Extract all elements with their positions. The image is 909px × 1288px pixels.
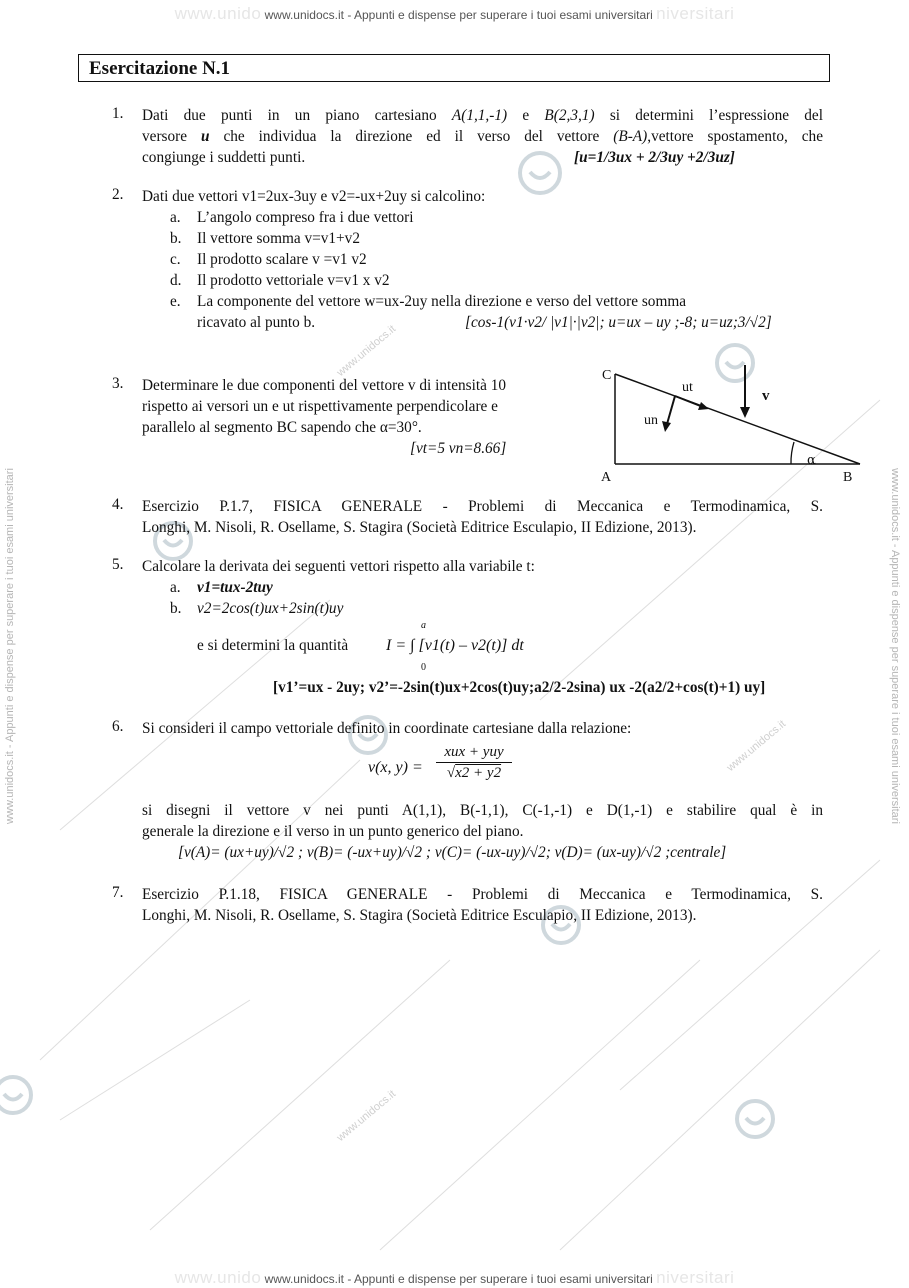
ex4-line1: Esercizio P.1.7, FISICA GENERALE - Problemi di Meccanica e Termodinamica, S. [142, 498, 823, 515]
ex5-item-b: b. [170, 600, 182, 617]
exercise-title-box [78, 54, 830, 82]
watermark-side-left: www.unidocs.it - Appunti e dispense per superare i tuoi esami universitari [4, 468, 16, 824]
watermark-logo-icon [0, 1072, 36, 1118]
label-c: C [602, 368, 612, 383]
ex2-item-d: d. [170, 272, 182, 289]
ex3-line2: rispetto ai versori un e ut rispettivamente perpendicolare e [142, 398, 498, 415]
ex6-formula-lhs: v(x, y) = [368, 759, 423, 776]
label-ut: ut [682, 380, 693, 395]
ex6-number: 6. [112, 718, 124, 735]
angle-arc [791, 442, 794, 464]
ex4-line2: Longhi, M. Nisoli, R. Osellame, S. Stagira (Società Editrice Esculapio, II Edizione, 2013). [142, 519, 697, 536]
ex1-answer: [u=1/3ux + 2/3uy +2/3uz] [574, 149, 735, 166]
watermark-side-right: www.unidocs.it - Appunti e dispense per superare i tuoi esami universitari [889, 468, 901, 824]
ex1-line1: Dati due punti in un piano cartesiano A(1,1,-1) e B(2,3,1) si determini l’espressione del [142, 107, 823, 124]
ex2-item-e-cont: ricavato al punto b. [197, 314, 316, 331]
ex5-item-a-text: v1=tux-2tuy [197, 579, 273, 596]
ex6-denominator: √x2 + y2 [446, 765, 502, 781]
triangle-figure [595, 362, 875, 486]
ex2-answer: [cos-1(v1·v2/ |v1|·|v2|; u=ux – uy ;-8; u=uz;3/√2] [465, 314, 772, 331]
ex7-line1: Esercizio P.1.18, FISICA GENERALE - Problemi di Meccanica e Termodinamica, S. [142, 886, 823, 903]
watermark-header-text: www.unidocs.it - Appunti e dispense per superare i tuoi esami universitari [264, 8, 653, 22]
ex2-intro: Dati due vettori v1=2ux-3uy e v2=-ux+2uy si calcolino: [142, 188, 486, 205]
ex3-line1: Determinare le due componenti del vettore v di intensità 10 [142, 377, 507, 394]
watermark-diagonal-text: www.unidocs.it [334, 323, 399, 379]
ex5-number: 5. [112, 556, 124, 573]
watermark-footer: www.unido www.unidocs.it - Appunti e dispense per superare i tuoi esami universitari niversitari [174, 1268, 735, 1287]
ex5-intro: Calcolare la derivata dei seguenti vettori rispetto alla variabile t: [142, 558, 535, 575]
ex2-item-a: a. [170, 209, 181, 226]
label-a: A [601, 470, 612, 485]
ex2-item-e-text: La componente del vettore w=ux-2uy nella direzione e verso del vettore somma [197, 293, 687, 310]
ut-arrowhead [698, 402, 709, 410]
watermark-logo-icon [732, 1096, 778, 1142]
ex6-formula-fraction [436, 744, 512, 782]
v-arrowhead [740, 407, 750, 418]
ex2-item-d-text: Il prodotto vettoriale v=v1 x v2 [197, 272, 390, 289]
ex2-item-c-text: Il prodotto scalare v =v1 v2 [197, 251, 367, 268]
label-v: v [762, 388, 770, 404]
ex1-line3: congiunge i suddetti punti. [142, 149, 306, 166]
watermark-header: www.unido www.unidocs.it - Appunti e dispense per superare i tuoi esami universitari niversitari [174, 4, 735, 23]
un-arrow [667, 396, 675, 424]
label-b: B [843, 470, 853, 485]
ex6-numerator: xux + yuy [436, 744, 512, 763]
ex2-item-b-text: Il vettore somma v=v1+v2 [197, 230, 360, 247]
ex5-item-b-text: v2=2cos(t)ux+2sin(t)uy [197, 600, 344, 617]
label-un: un [644, 413, 658, 428]
ex3-line3: parallelo al segmento BC sapendo che α=30°. [142, 419, 422, 436]
ex5-quantity-label: e si determini la quantità [197, 637, 349, 654]
ex6-answer: [v(A)= (ux+uy)/√2 ; v(B)= (-ux+uy)/√2 ; v(C)= (-ux-uy)/√2; v(D)= (ux-uy)/√2 ;centrale] [178, 844, 727, 861]
ex7-line2: Longhi, M. Nisoli, R. Osellame, S. Stagira (Società Editrice Esculapio, II Edizione, 2013). [142, 907, 697, 924]
watermark-diagonal-text: www.unidocs.it [724, 718, 789, 774]
ex5-integral-upper-limit: a [421, 620, 426, 631]
watermark-footer-text: www.unidocs.it - Appunti e dispense per superare i tuoi esami universitari [264, 1272, 653, 1286]
ex4-number: 4. [112, 496, 124, 513]
ex5-integral-lower-limit: 0 [421, 662, 426, 673]
watermark-diagonal-text: www.unidocs.it [334, 1088, 399, 1144]
ex7-number: 7. [112, 884, 124, 901]
ex5-integral-formula: I = ∫ [v1(t) – v2(t)] dt [386, 637, 524, 654]
ex2-item-c: c. [170, 251, 181, 268]
ex2-item-a-text: L’angolo compreso fra i due vettori [197, 209, 414, 226]
un-arrowhead [662, 421, 671, 432]
ex2-number: 2. [112, 186, 124, 203]
ex6-line2: generale la direzione e il verso in un punto generico del piano. [142, 823, 524, 840]
page-title: Esercitazione N.1 [89, 58, 231, 79]
ex2-item-e: e. [170, 293, 181, 310]
ut-arrow [675, 396, 703, 407]
ex5-item-a: a. [170, 579, 181, 596]
watermark-logo-icon [515, 148, 565, 198]
ex3-number: 3. [112, 375, 124, 392]
ex6-intro: Si consideri il campo vettoriale definito in coordinate cartesiane dalla relazione: [142, 720, 632, 737]
ex6-line1: si disegni il vettore v nei punti A(1,1), B(-1,1), C(-1,-1) e D(1,-1) e stabilire qual è in [142, 802, 823, 819]
ex5-answer: [v1’=ux - 2uy; v2’=-2sin(t)ux+2cos(t)uy;a2/2-2sina) ux -2(a2/2+cos(t)+1) uy] [273, 679, 766, 696]
ex3-answer: [vt=5 vn=8.66] [410, 440, 507, 457]
ex1-number: 1. [112, 105, 124, 122]
ex2-item-b: b. [170, 230, 182, 247]
ex1-line2: versore u che individua la direzione ed il verso del vettore (B-A),vettore spostamento, che [142, 128, 823, 145]
label-alpha: α [807, 453, 816, 468]
